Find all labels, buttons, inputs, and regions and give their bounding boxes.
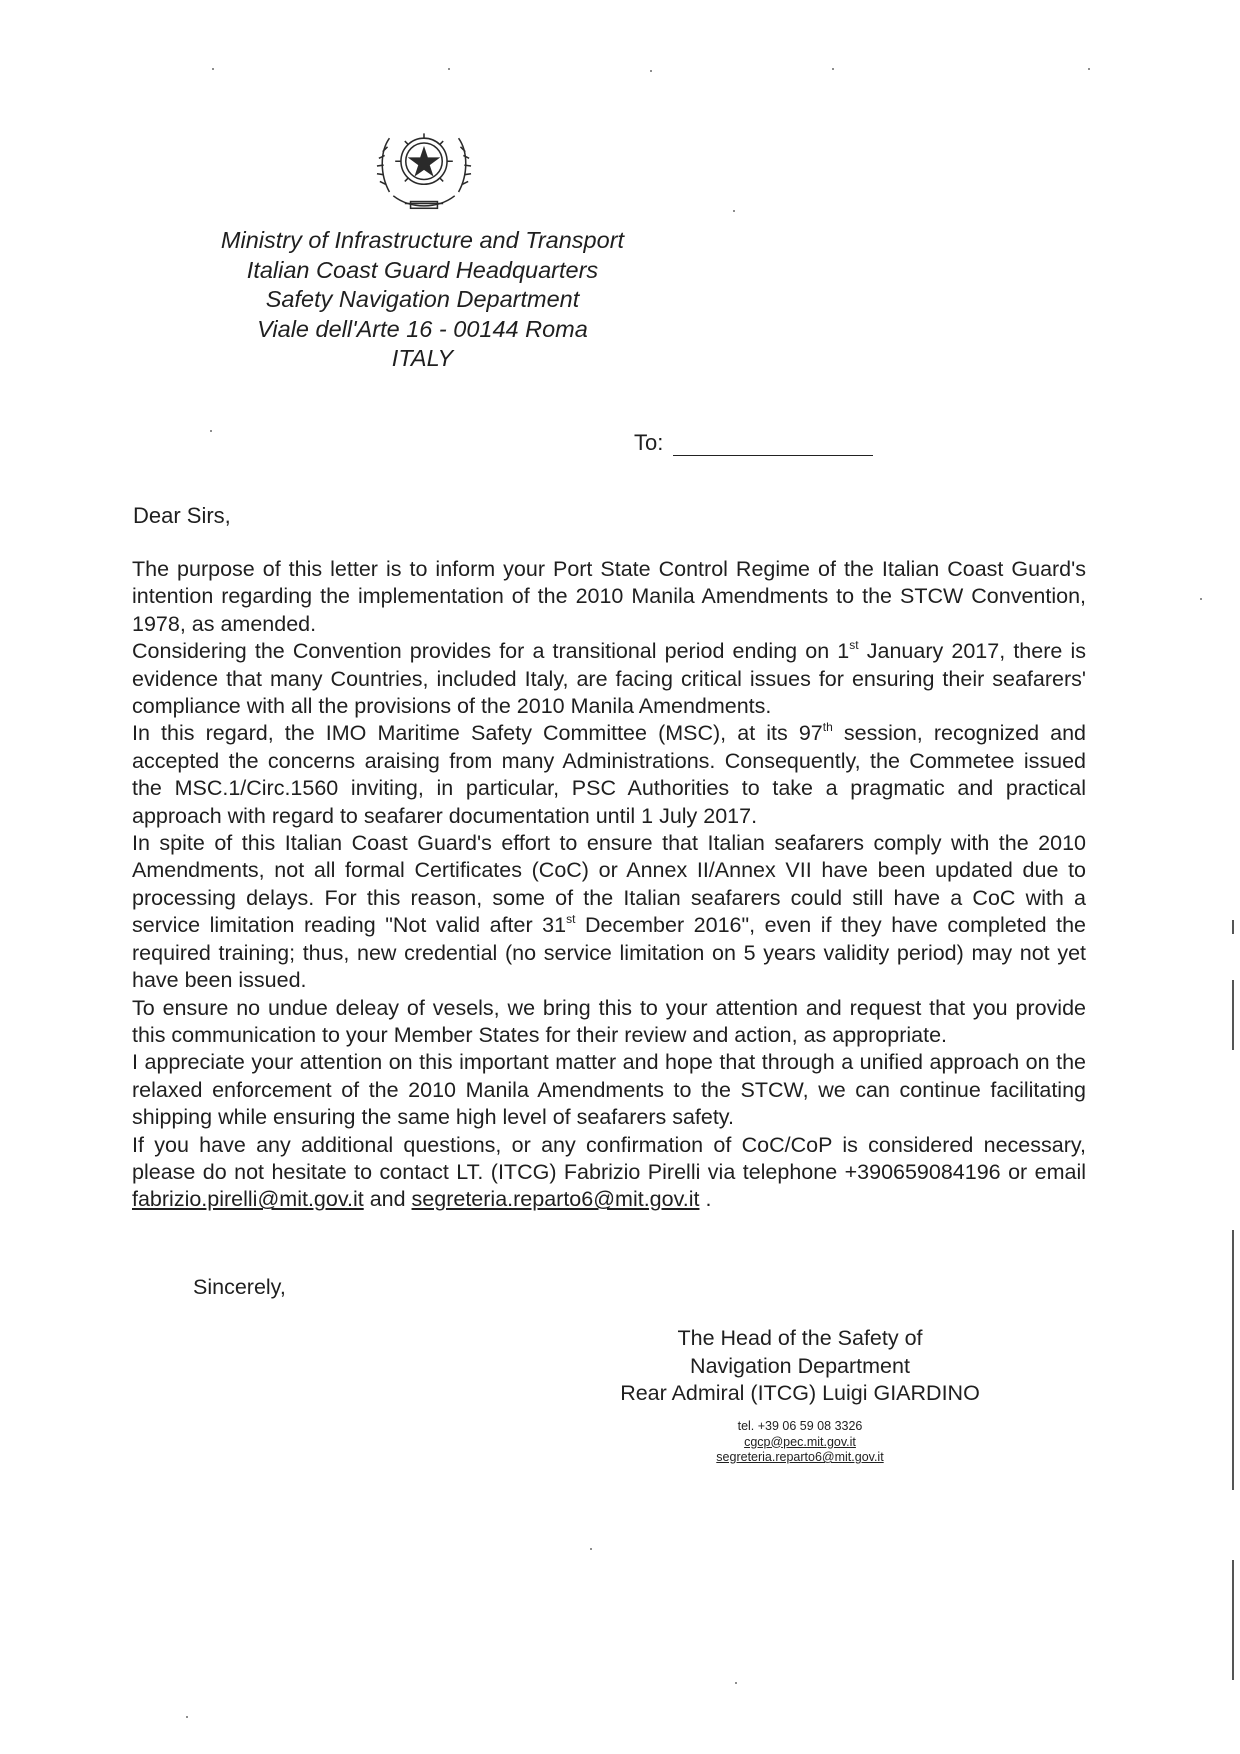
recipient-label: To:: [634, 430, 664, 455]
paragraph-certificates: In spite of this Italian Coast Guard's effort to ensure that Italian seafarers comply with the 2010 Amendments, not all formal Certificates (CoC) or Annex II/Annex VII have been updated due to processing delays. For this reason, some of the Italian seafarers could still have a CoC with a service limitation reading "Not valid after 31st December 2016", even if they have completed the required training; thus, new credential (no service limitation on 5 years validity period) may not yet have been issued.: [132, 831, 1086, 993]
scan-edge-mark: [1232, 1560, 1234, 1680]
department-name: Safety Navigation Department: [265, 286, 580, 312]
scan-speck: [448, 68, 450, 70]
paragraph-contact: If you have any additional questions, or any confirmation of CoC/CoP is considered necessary, please do not hesitate to contact LT. (ITCG) Fabrizio Pirelli via telephone +390659084196 or email fabrizio.pirelli@mit.gov.it and segreteria.reparto6@mit.gov.it .: [132, 1132, 1086, 1212]
scan-speck: [735, 1682, 737, 1684]
scan-speck: [212, 68, 214, 70]
signature-department: Navigation Department: [690, 1353, 910, 1378]
paragraph-msc-session: In this regard, the IMO Maritime Safety Committee (MSC), at its 97th session, recognized and accepted the concerns araising from many Administrations. Consequently, the Commetee issued the MSC.1/Circ.1560 inviting, in particular, PSC Authorities to take a pragmatic and practical approach with regard to seafarer documentation until 1 July 2017.: [132, 720, 1086, 828]
scan-speck: [1200, 598, 1202, 600]
closing: Sincerely,: [193, 1275, 286, 1299]
ministry-name: Ministry of Infrastructure and Transport: [220, 227, 625, 253]
scan-speck: [832, 68, 834, 70]
letterhead-address: [180, 226, 665, 374]
coast-guard-name: Italian Coast Guard Headquarters: [246, 256, 599, 283]
scan-edge-mark: [1232, 1230, 1234, 1490]
scan-speck: [186, 1716, 188, 1718]
email-link-pirelli[interactable]: fabrizio.pirelli@mit.gov.it: [132, 1187, 364, 1212]
paragraph-request: To ensure no undue deleay of vesels, we bring this to your attention and request that you provide this communication to your Member States for their review and action, as appropriate.: [132, 995, 1086, 1047]
scan-edge-mark: [1232, 920, 1234, 934]
recipient-line: [634, 430, 873, 456]
recipient-blank: [673, 435, 873, 456]
contact-email[interactable]: segreteria.reparto6@mit.gov.it: [716, 1450, 884, 1464]
contact-pec-email[interactable]: cgcp@pec.mit.gov.it: [744, 1434, 856, 1449]
paragraph-purpose: The purpose of this letter is to inform your Port State Control Regime of the Italian Coast Guard's intention regarding the implementation of the 2010 Manila Amendments to the STCW Convention, 1978, as amended.: [132, 557, 1086, 636]
scan-speck: [733, 210, 735, 212]
letter-body: [132, 556, 1086, 1214]
country: ITALY: [391, 345, 454, 371]
paragraph-transitional-period: Considering the Convention provides for a transitional period ending on 1st January 2017, there is evidence that many Countries, included Italy, are facing critical issues for ensuring their seafarers' compliance with all the provisions of the 2010 Manila Amendments.: [132, 638, 1086, 719]
signature-title: The Head of the Safety of: [677, 1326, 923, 1350]
italian-republic-emblem-icon: [376, 117, 472, 217]
scan-speck: [590, 1548, 592, 1550]
signature-block: [585, 1325, 1015, 1408]
salutation: Dear Sirs,: [133, 503, 231, 528]
scan-speck: [650, 70, 652, 72]
signature-name: Rear Admiral (ITCG) Luigi GIARDINO: [620, 1381, 980, 1405]
street-address: Viale dell'Arte 16 - 00144 Roma: [257, 315, 588, 342]
paragraph-appreciation: I appreciate your attention on this important matter and hope that through a unified approach on the relaxed enforcement of the 2010 Manila Amendments to the STCW, we can continue facilitating shipping while ensuring the same high level of seafarers safety.: [132, 1050, 1086, 1130]
scan-edge-mark: [1232, 980, 1234, 1050]
contact-telephone: tel. +39 06 59 08 3326: [737, 1419, 863, 1433]
contact-details: [640, 1419, 960, 1466]
scan-speck: [1088, 68, 1090, 70]
scan-speck: [210, 430, 212, 432]
email-link-segreteria[interactable]: segreteria.reparto6@mit.gov.it: [411, 1187, 700, 1212]
